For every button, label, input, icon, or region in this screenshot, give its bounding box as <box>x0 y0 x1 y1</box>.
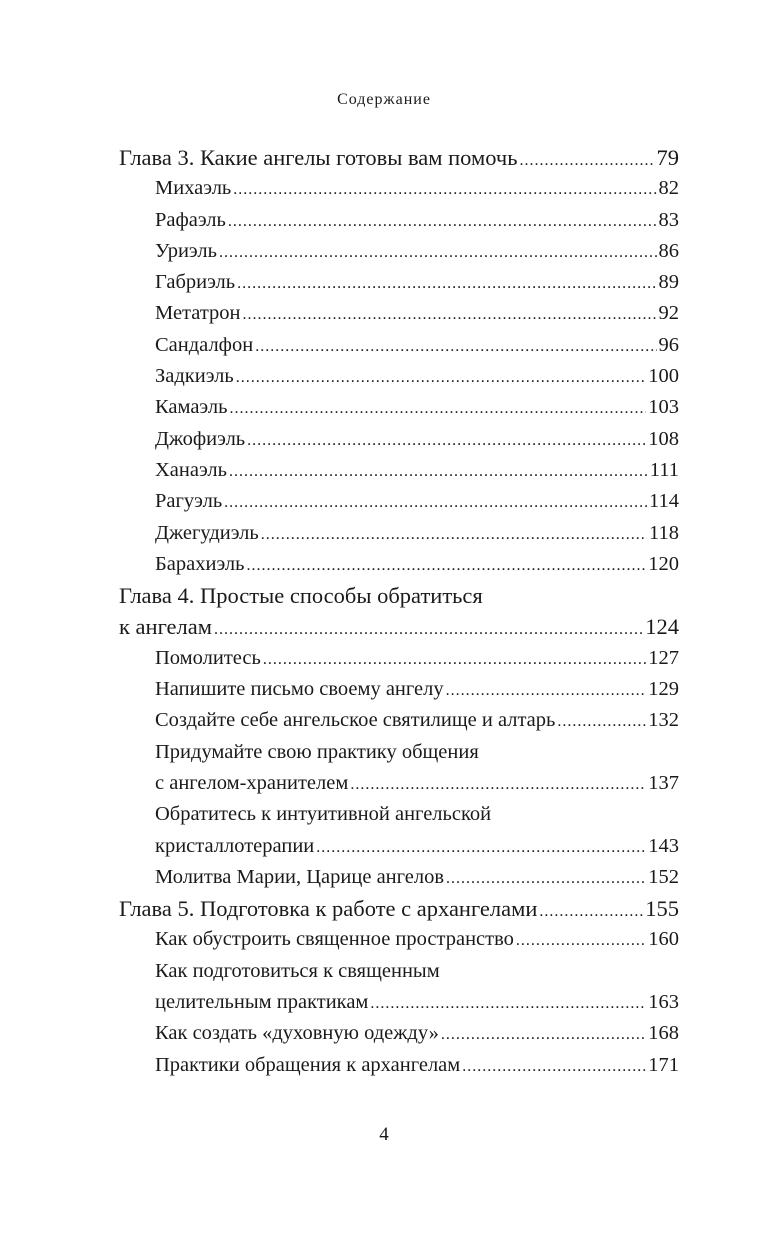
item-title: Ханаэль <box>155 458 227 481</box>
toc-item[interactable] <box>119 1018 679 1049</box>
toc-item[interactable] <box>119 424 679 455</box>
leader-dots <box>316 832 646 863</box>
item-page: 160 <box>648 928 679 951</box>
leader-dots <box>237 268 656 299</box>
leader-dots <box>243 299 657 330</box>
item-title: Создайте себе ангельское святилище и алтарь <box>155 709 556 732</box>
item-title: Джегудиэль <box>155 521 259 544</box>
item-title: Как обустроить священное пространство <box>155 928 514 951</box>
item-page: 82 <box>658 177 679 200</box>
toc-item-line2[interactable] <box>119 768 679 799</box>
chapter-title: Глава 5. Подготовка к работе с архангелами <box>119 896 538 922</box>
toc-chapter-3[interactable] <box>119 142 679 173</box>
item-page: 137 <box>648 771 679 794</box>
leader-dots <box>228 206 657 237</box>
item-title: Как подготовиться к священным <box>155 959 440 982</box>
toc-item[interactable] <box>119 455 679 486</box>
toc-item-line2[interactable] <box>119 831 679 862</box>
toc-item[interactable] <box>119 330 679 361</box>
item-page: 89 <box>658 271 679 294</box>
item-title: Придумайте свою практику общения <box>155 740 479 763</box>
chapter-page: 79 <box>656 145 679 170</box>
leader-dots <box>219 237 657 268</box>
item-title: Рафаэль <box>155 208 226 231</box>
leader-dots <box>233 174 656 205</box>
toc-item[interactable] <box>119 924 679 955</box>
running-head: Содержание <box>337 91 431 108</box>
item-title: Рагуэль <box>155 490 223 513</box>
item-page: 114 <box>649 490 679 513</box>
toc-chapter-5[interactable] <box>119 893 679 924</box>
chapter-page: 155 <box>645 896 679 922</box>
leader-dots <box>350 769 646 800</box>
leader-dots <box>462 1051 646 1082</box>
leader-dots <box>263 644 646 675</box>
toc-item[interactable] <box>119 643 679 674</box>
leader-dots <box>236 362 647 393</box>
toc-item[interactable] <box>119 267 679 298</box>
toc-item-line2[interactable] <box>119 987 679 1018</box>
item-page: 100 <box>648 365 679 388</box>
item-title: Камаэль <box>155 396 228 419</box>
item-title: Обратитесь к интуитивной ангельской <box>155 803 492 826</box>
item-title: Уриэль <box>155 239 217 262</box>
toc-item[interactable] <box>119 486 679 517</box>
item-title: Джофиэль <box>155 427 246 450</box>
leader-dots <box>557 706 646 737</box>
item-title: Практики обращения к архангелам <box>155 1053 461 1076</box>
toc-item[interactable] <box>119 173 679 204</box>
item-title: Задкиэль <box>155 365 234 388</box>
leader-dots <box>261 519 647 550</box>
item-page: 103 <box>648 396 679 419</box>
toc-item[interactable] <box>119 205 679 236</box>
item-page: 86 <box>658 239 679 262</box>
page-number: 4 <box>379 1124 389 1145</box>
leader-dots <box>370 988 646 1019</box>
leader-dots <box>229 393 646 424</box>
leader-dots <box>214 614 643 645</box>
item-title-cont: целительным практикам <box>155 991 369 1014</box>
toc-item[interactable] <box>119 705 679 736</box>
leader-dots <box>255 331 656 362</box>
leader-dots <box>246 550 646 581</box>
toc-item-line1[interactable] <box>119 799 679 830</box>
leader-dots <box>516 925 646 956</box>
item-page: 168 <box>648 1022 679 1045</box>
toc-item[interactable] <box>119 1050 679 1081</box>
item-title: Сандалфон <box>155 333 254 356</box>
item-title: Напишите письмо своему ангелу <box>155 678 444 701</box>
item-page: 132 <box>648 709 679 732</box>
item-page: 120 <box>648 552 679 575</box>
toc-item[interactable] <box>119 361 679 392</box>
leader-dots <box>539 896 643 927</box>
item-page: 92 <box>658 302 679 325</box>
leader-dots <box>247 425 646 456</box>
toc-item-line1[interactable] <box>119 956 679 987</box>
item-page: 163 <box>648 991 679 1014</box>
toc-item[interactable] <box>119 549 679 580</box>
item-title: Барахиэль <box>155 552 245 575</box>
toc-chapter-4-line1[interactable] <box>119 580 679 611</box>
leader-dots <box>446 675 647 706</box>
item-page: 83 <box>658 208 679 231</box>
table-of-contents <box>119 142 679 1081</box>
item-title: Молитва Марии, Царице ангелов <box>155 865 445 888</box>
item-title: Как создать «духовную одежду» <box>155 1022 439 1045</box>
leader-dots <box>224 487 647 518</box>
toc-item[interactable] <box>119 862 679 893</box>
item-title-cont: с ангелом-хранителем <box>155 771 349 794</box>
toc-item[interactable] <box>119 236 679 267</box>
item-page: 108 <box>648 427 679 450</box>
leader-dots <box>446 863 646 894</box>
leader-dots <box>229 456 648 487</box>
item-page: 129 <box>648 678 679 701</box>
toc-item[interactable] <box>119 674 679 705</box>
toc-item[interactable] <box>119 518 679 549</box>
item-title: Метатрон <box>155 302 241 325</box>
item-page: 171 <box>648 1053 679 1076</box>
item-title: Габриэль <box>155 271 236 294</box>
leader-dots <box>519 145 654 176</box>
chapter-title: Глава 3. Какие ангелы готовы вам помочь <box>119 145 518 170</box>
toc-item-line1[interactable] <box>119 737 679 768</box>
item-title: Помолитесь <box>155 646 261 669</box>
item-page: 96 <box>658 333 679 356</box>
chapter-title-cont: к ангелам <box>119 614 212 640</box>
chapter-title: Глава 4. Простые способы обратиться <box>119 583 483 609</box>
item-page: 111 <box>649 458 679 481</box>
item-page: 152 <box>648 865 679 888</box>
toc-item[interactable] <box>119 392 679 423</box>
item-title: Михаэль <box>155 177 232 200</box>
toc-chapter-4-line2[interactable] <box>119 611 679 642</box>
toc-item[interactable] <box>119 298 679 329</box>
item-page: 143 <box>648 834 679 857</box>
item-page: 127 <box>648 646 679 669</box>
item-title-cont: кристаллотерапии <box>155 834 315 857</box>
chapter-page: 124 <box>645 614 679 640</box>
item-page: 118 <box>649 521 679 544</box>
leader-dots <box>441 1019 646 1050</box>
